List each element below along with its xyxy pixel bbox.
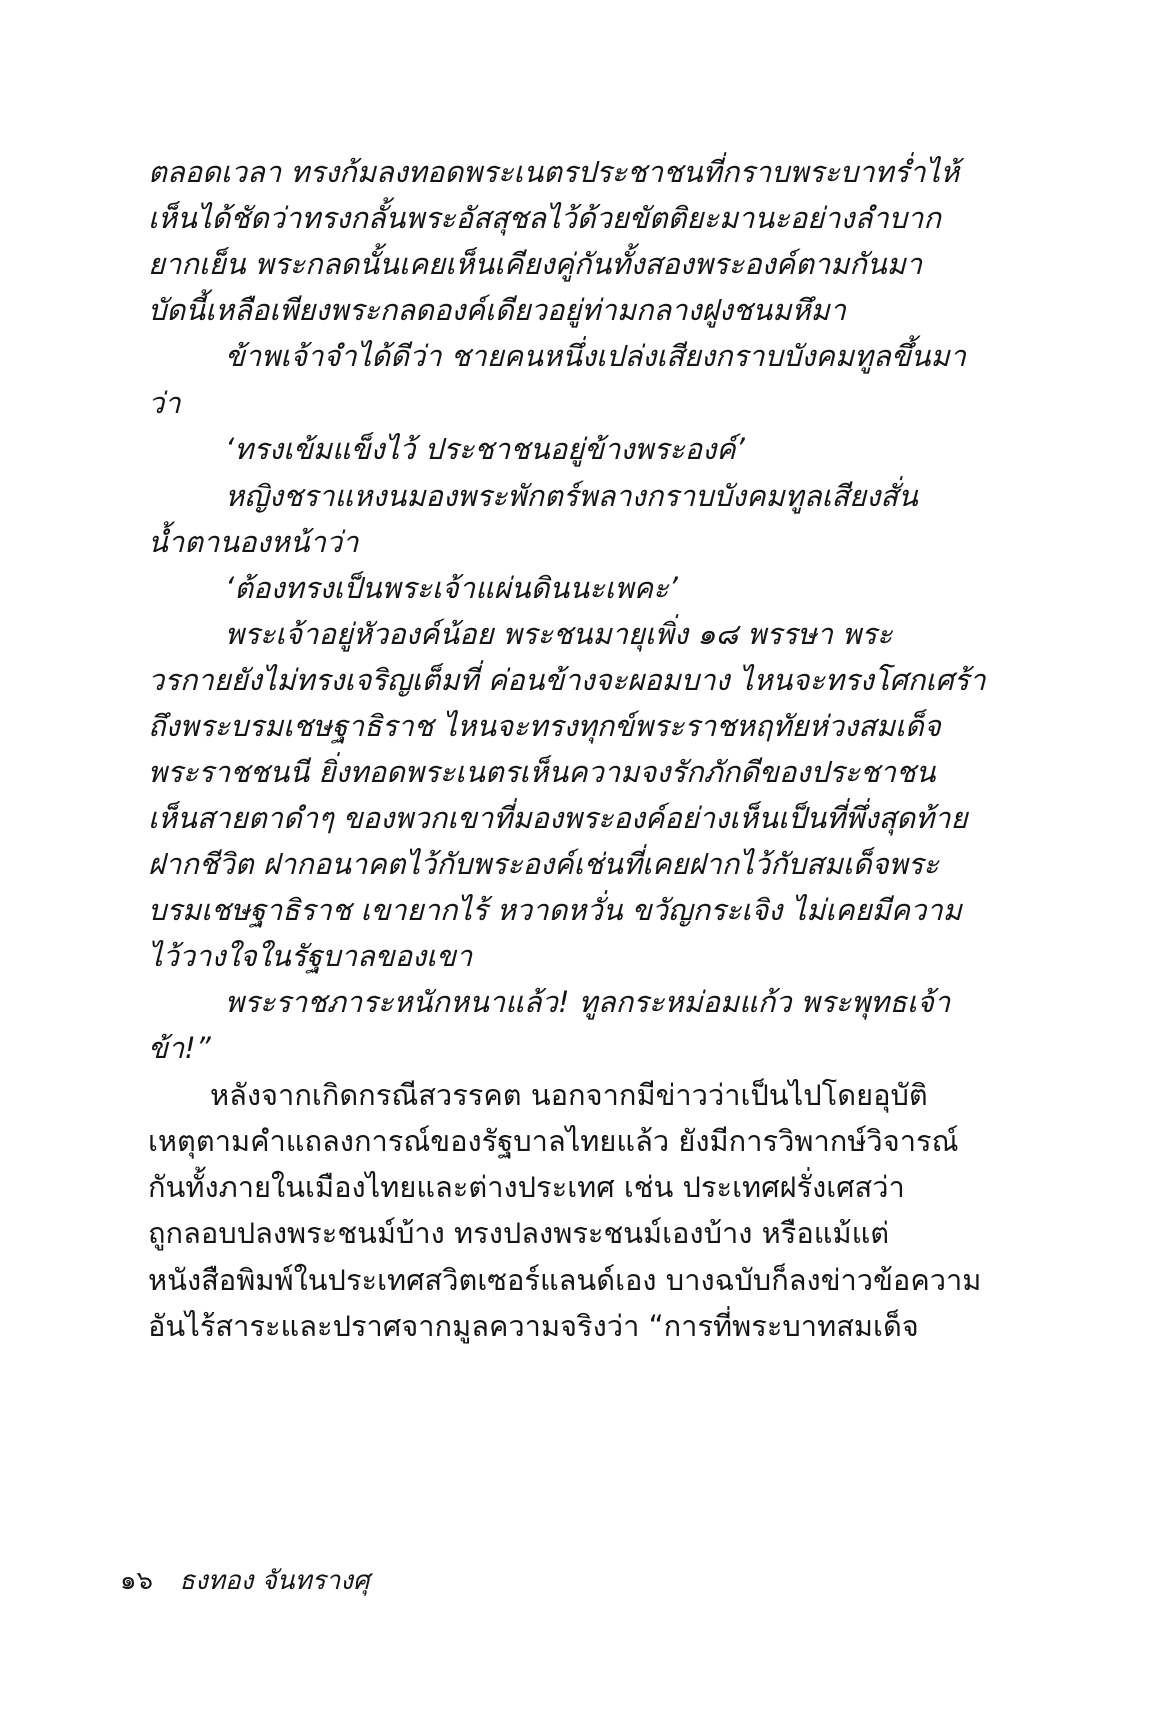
page-number: ๑๖: [120, 1566, 154, 1596]
text-line: บัดนี้เหลือเพียงพระกลดองค์เดียวอยู่ท่ามกลางฝูงชนมหึมา: [148, 293, 846, 327]
text-line: ว่า: [148, 386, 181, 420]
text-line: ข้า!”: [148, 1031, 211, 1065]
text-line: ถูกลอบปลงพระชนม์บ้าง ทรงปลงพระชนม์เองบ้าง หรือแม้แต่: [148, 1216, 890, 1250]
text-line: ‘ทรงเข้มแข็งไว้ ประชาชนอยู่ข้างพระองค์’: [225, 432, 745, 466]
page-footer: [120, 1563, 369, 1599]
text-line: พระเจ้าอยู่หัวองค์น้อย พระชนมายุเพิ่ง ๑๘ พรรษา พระ: [225, 617, 893, 651]
text-line: บรมเชษฐาธิราช เขายากไร้ หวาดหวั่น ขวัญกระเจิง ไม่เคยมีความ: [148, 893, 962, 927]
author-name: ธงทอง จันทรางศุ: [179, 1566, 370, 1596]
text-line: ยากเย็น พระกลดนั้นเคยเห็นเคียงคู่กันทั้งสองพระองค์ตามกันมา: [148, 247, 923, 281]
text-line: น้ำตานองหน้าว่า: [148, 525, 359, 559]
text-line: พระราชชนนี ยิ่งทอดพระเนตรเห็นความจงรักภักดีของประชาชน: [148, 755, 936, 789]
text-line: ฝากชีวิต ฝากอนาคตไว้กับพระองค์เช่นที่เคยฝากไว้กับสมเด็จพระ: [148, 847, 939, 881]
text-line: พระราชภาระหนักหนาแล้ว! ทูลกระหม่อมแก้ว พระพุทธเจ้า: [225, 985, 951, 1019]
text-line: เห็นได้ชัดว่าทรงกลั้นพระอัสสุชลไว้ด้วยขัตติยะมานะอย่างลำบาก: [148, 201, 941, 235]
text-line: วรกายยังไม่ทรงเจริญเต็มที่ ค่อนข้างจะผอมบาง ไหนจะทรงโศกเศร้า: [148, 663, 986, 697]
text-line: กันทั้งภายในเมืองไทยและต่างประเทศ เช่น ประเทศฝรั่งเศสว่า: [148, 1170, 905, 1204]
text-line: ข้าพเจ้าจำได้ดีว่า ชายคนหนึ่งเปล่งเสียงกราบบังคมทูลขึ้นมา: [225, 339, 966, 373]
text-line: อันไร้สาระและปราศจากมูลความจริงว่า “การที่พระบาทสมเด็จ: [148, 1309, 919, 1343]
text-line: หลังจากเกิดกรณีสวรรคต นอกจากมีข่าวว่าเป็นไปโดยอุบัติ: [210, 1078, 928, 1112]
text-line: ตลอดเวลา ทรงก้มลงทอดพระเนตรประชาชนที่กราบพระบาทร่ำไห้: [148, 155, 960, 189]
text-line: ถึงพระบรมเชษฐาธิราช ไหนจะทรงทุกข์พระราชหฤทัยห่วงสมเด็จ: [148, 709, 941, 743]
text-line: เหตุตามคำแถลงการณ์ของรัฐบาลไทยแล้ว ยังมีการวิพากษ์วิจารณ์: [148, 1124, 959, 1158]
text-line: ไว้วางใจในรัฐบาลของเขา: [148, 939, 473, 973]
text-line: เห็นสายตาดำๆ ของพวกเขาที่มองพระองค์อย่างเห็นเป็นที่พึ่งสุดท้าย: [148, 801, 968, 835]
text-line: หญิงชราแหงนมองพระพักตร์พลางกราบบังคมทูลเสียงสั่น: [225, 479, 918, 513]
text-line: หนังสือพิมพ์ในประเทศสวิตเซอร์แลนด์เอง บางฉบับก็ลงข่าวข้อความ: [148, 1263, 982, 1297]
text-line: ‘ต้องทรงเป็นพระเจ้าแผ่นดินนะเพคะ’: [225, 571, 678, 605]
